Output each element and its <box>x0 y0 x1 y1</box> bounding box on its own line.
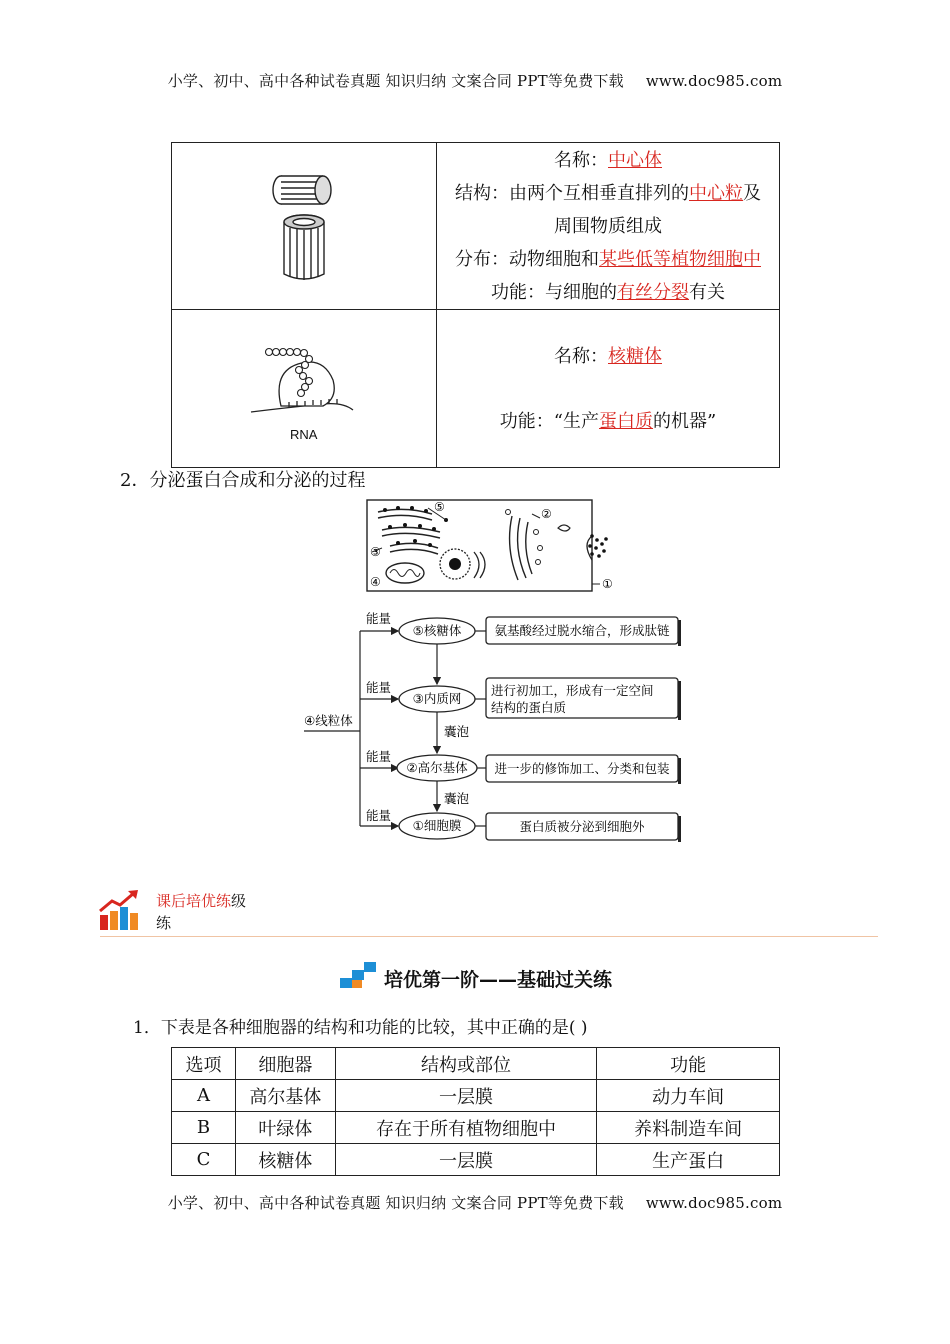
energy-label: 能量 <box>366 808 392 823</box>
structure-key: 中心粒 <box>689 182 743 204</box>
table-row <box>172 310 780 468</box>
centrosome-icon <box>173 144 435 304</box>
label-1: ① <box>602 577 613 591</box>
cell-option: B <box>172 1112 236 1144</box>
label-4: ④ <box>370 575 381 589</box>
table-row <box>172 143 780 310</box>
name-label: 名称： <box>554 149 608 171</box>
function-label: 功能：“生产 <box>499 410 599 432</box>
header-function: 功能 <box>597 1048 780 1080</box>
energy-label: 能量 <box>366 611 392 626</box>
ribosome-icon <box>173 312 435 462</box>
footer-text: 小学、初中、高中各种试卷真题 知识归纳 文案合同 PPT等免费下载 <box>167 1194 624 1212</box>
vesicle-label: 囊泡 <box>444 791 470 806</box>
ribosome-name: 核糖体 <box>608 345 662 367</box>
cell-function: 动力车间 <box>597 1080 780 1112</box>
step-membrane: ①细胞膜 <box>412 818 462 833</box>
ribosome-image-cell <box>172 310 437 468</box>
process-er-line2: 结构的蛋白质 <box>491 700 567 715</box>
cell-option: A <box>172 1080 236 1112</box>
table-row <box>172 1144 780 1176</box>
energy-label: 能量 <box>366 749 392 764</box>
distribution-label: 分布：动物细胞和 <box>455 248 599 270</box>
cell-diagram <box>360 496 630 596</box>
page-header <box>0 70 950 91</box>
ribosome-function-line <box>443 405 773 438</box>
stage-title <box>0 960 950 992</box>
stage-title-text: 培优第一阶——基础过关练 <box>383 969 612 991</box>
centrosome-structure-line <box>443 177 773 210</box>
question-1: 1．下表是各种细胞器的结构和功能的比较，其中正确的是( ) <box>133 1018 588 1038</box>
category-level: 级 <box>231 892 247 910</box>
category-heading <box>156 890 246 934</box>
cell-option: C <box>172 1144 236 1176</box>
label-3: ③ <box>370 545 381 559</box>
cell-structure: 一层膜 <box>335 1144 597 1176</box>
category-red: 课后培优练 <box>156 892 232 910</box>
process-golgi: 进一步的修饰加工、分类和包装 <box>494 761 670 776</box>
cell-organelle: 高尔基体 <box>235 1080 335 1112</box>
header-url[interactable]: www.doc985.com <box>645 72 783 90</box>
comparison-table <box>171 1047 780 1176</box>
process-er-line1: 进行初加工，形成有一定空间 <box>491 683 654 698</box>
step-golgi: ②高尔基体 <box>406 760 468 775</box>
growth-chart-icon <box>98 887 142 935</box>
name-label: 名称： <box>554 345 608 367</box>
structure-tail: 及 <box>743 182 761 204</box>
rna-label: RNA <box>290 426 318 442</box>
step-ribosome: ⑤核糖体 <box>412 623 462 638</box>
cell-organelle: 叶绿体 <box>235 1112 335 1144</box>
function-key: 有丝分裂 <box>617 281 689 303</box>
process-membrane: 蛋白质被分泌到细胞外 <box>519 819 645 834</box>
header-organelle: 细胞器 <box>235 1048 335 1080</box>
function-label: 功能：与细胞的 <box>491 281 617 303</box>
cell-structure: 存在于所有植物细胞中 <box>335 1112 597 1144</box>
centrosome-name: 中心体 <box>608 149 662 171</box>
table-header-row <box>172 1048 780 1080</box>
distribution-key: 某些低等植物细胞中 <box>599 248 761 270</box>
centrosome-name-line <box>443 144 773 177</box>
centrosome-desc <box>437 143 780 310</box>
cell-function: 生产蛋白 <box>597 1144 780 1176</box>
page-footer <box>0 1192 950 1213</box>
function-tail: 有关 <box>689 281 725 303</box>
cell-organelle: 核糖体 <box>235 1144 335 1176</box>
cell-structure: 一层膜 <box>335 1080 597 1112</box>
stairs-icon <box>338 960 378 990</box>
ribosome-desc <box>437 310 780 468</box>
structure-label: 结构：由两个互相垂直排列的 <box>455 182 689 204</box>
function-tail: 的机器” <box>653 410 717 432</box>
cell-function: 养料制造车间 <box>597 1112 780 1144</box>
centrosome-distribution-line <box>443 243 773 276</box>
process-ribosome: 氨基酸经过脱水缩合，形成肽链 <box>494 623 670 638</box>
footer-url[interactable]: www.doc985.com <box>645 1194 783 1212</box>
secretion-flowchart <box>300 608 690 848</box>
category-practice: 练 <box>156 914 172 932</box>
header-structure: 结构或部位 <box>335 1048 597 1080</box>
section-title: 2．分泌蛋白合成和分泌的过程 <box>120 470 366 491</box>
table-row <box>172 1112 780 1144</box>
label-5: ⑤ <box>434 500 445 514</box>
centrosome-function-line <box>443 276 773 309</box>
ribosome-name-line <box>443 340 773 373</box>
table-row <box>172 1080 780 1112</box>
energy-label: 能量 <box>366 680 392 695</box>
header-text: 小学、初中、高中各种试卷真题 知识归纳 文案合同 PPT等免费下载 <box>167 72 624 90</box>
centrosome-structure-line2: 周围物质组成 <box>554 215 662 237</box>
function-key: 蛋白质 <box>599 410 653 432</box>
step-er: ③内质网 <box>412 691 462 706</box>
source-mitochondria: ④线粒体 <box>304 713 353 728</box>
organelle-table <box>171 142 780 468</box>
centrosome-image-cell <box>172 143 437 310</box>
section-divider <box>100 936 878 937</box>
header-option: 选项 <box>172 1048 236 1080</box>
label-2: ② <box>541 507 552 521</box>
vesicle-label: 囊泡 <box>444 724 470 739</box>
